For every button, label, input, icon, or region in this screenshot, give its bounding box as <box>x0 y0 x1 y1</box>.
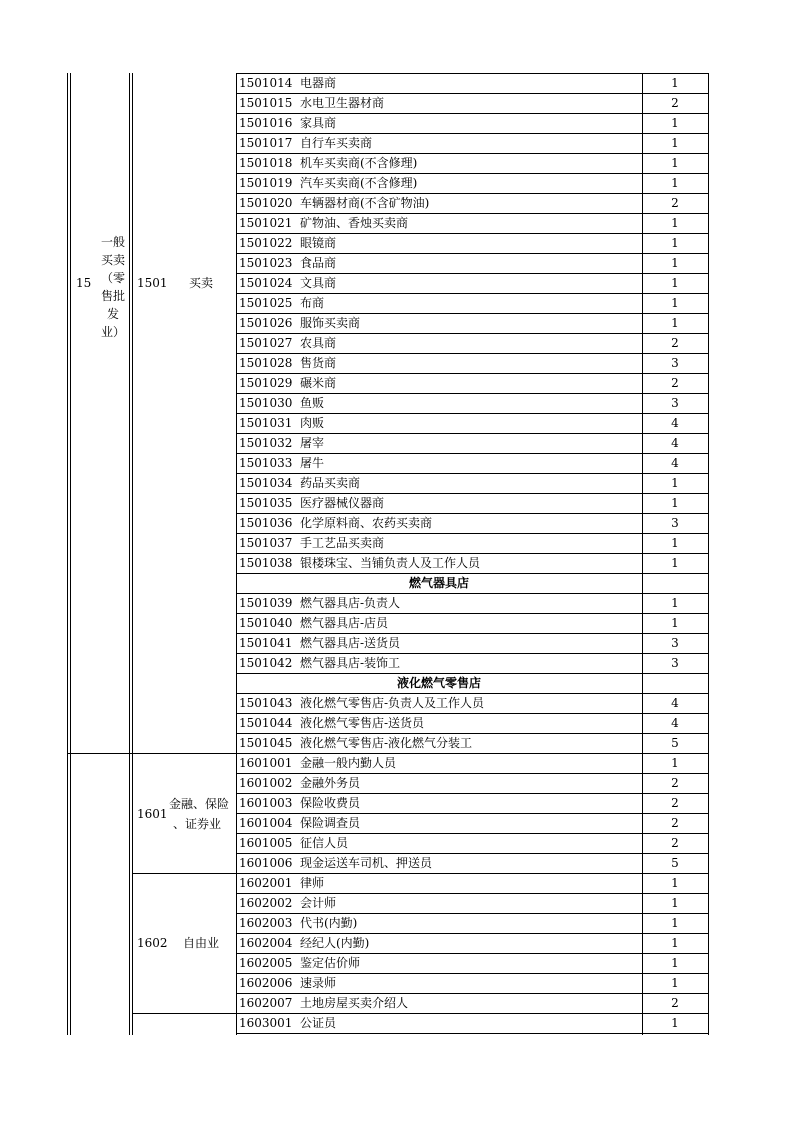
occupation-level: 1 <box>671 176 679 190</box>
table-row <box>236 253 708 273</box>
occupation-level: 1 <box>671 116 679 130</box>
occupation-level: 2 <box>671 776 679 790</box>
table-row <box>236 533 708 553</box>
group-15-category-line: 一般 <box>100 235 125 249</box>
occupation-code: 1501045 <box>239 736 293 750</box>
occupation-name: 土地房屋买卖介绍人 <box>300 996 409 1010</box>
occupation-level: 1 <box>671 316 679 330</box>
occupation-name: 金融一般内勤人员 <box>300 756 397 770</box>
table-row <box>236 73 708 93</box>
table-row <box>236 493 708 513</box>
occupation-name: 矿物油、香烛买卖商 <box>300 216 409 230</box>
occupation-code: 1501037 <box>239 536 293 550</box>
occupation-name: 保险调查员 <box>300 816 361 830</box>
occupation-code: 1501036 <box>239 516 293 530</box>
occupation-code: 1602006 <box>239 976 293 990</box>
occupation-code: 1601005 <box>239 836 293 850</box>
table-row <box>236 513 708 533</box>
occupation-name: 农具商 <box>300 336 337 350</box>
occupation-code: 1601003 <box>239 796 293 810</box>
occupation-name: 会计师 <box>300 896 337 910</box>
table-row <box>236 853 708 873</box>
occupation-name: 汽车买卖商(不含修理) <box>300 176 418 190</box>
table-row <box>236 973 708 993</box>
occupation-code: 1501043 <box>239 696 293 710</box>
occupation-level: 1 <box>671 956 679 970</box>
occupation-level: 3 <box>671 516 679 530</box>
occupation-code: 1602005 <box>239 956 293 970</box>
occupation-level: 2 <box>671 196 679 210</box>
table-row <box>236 133 708 153</box>
occupation-level: 4 <box>671 416 679 430</box>
table-row <box>236 753 708 773</box>
occupation-level: 3 <box>671 356 679 370</box>
occupation-level: 4 <box>671 696 679 710</box>
occupation-name: 眼镜商 <box>300 236 337 250</box>
occupation-code: 1501034 <box>239 476 293 490</box>
occupation-name: 鱼贩 <box>300 396 325 410</box>
table-row <box>236 93 708 113</box>
occupation-level: 1 <box>671 236 679 250</box>
occupation-code: 1602002 <box>239 896 293 910</box>
table-row <box>236 213 708 233</box>
table-row <box>236 453 708 473</box>
occupation-level: 4 <box>671 716 679 730</box>
table-row <box>236 593 708 613</box>
occupation-code: 1601001 <box>239 756 293 770</box>
table-row <box>236 553 708 573</box>
table-row <box>236 913 708 933</box>
occupation-level: 1 <box>671 476 679 490</box>
occupation-level: 1 <box>671 256 679 270</box>
occupation-name: 燃气器具店-装饰工 <box>300 656 401 670</box>
subgroup-divider-1602-1603 <box>132 1013 236 1014</box>
occupation-level: 1 <box>671 616 679 630</box>
occupation-level: 1 <box>671 896 679 910</box>
occupation-level: 1 <box>671 916 679 930</box>
table-row <box>236 613 708 633</box>
occupation-name: 碾米商 <box>300 376 337 390</box>
table-row <box>236 273 708 293</box>
table-row <box>236 773 708 793</box>
occupation-name: 自行车买卖商 <box>300 136 373 150</box>
occupation-level: 1 <box>671 276 679 290</box>
occupation-level: 1 <box>671 936 679 950</box>
occupation-code: 1602004 <box>239 936 293 950</box>
occupation-code: 1501022 <box>239 236 293 250</box>
occupation-name: 食品商 <box>300 256 337 270</box>
table-row <box>236 633 708 653</box>
table-row <box>236 333 708 353</box>
table-row <box>236 473 708 493</box>
table-row <box>236 313 708 333</box>
occupation-name: 征信人员 <box>300 836 349 850</box>
occupation-level: 3 <box>671 656 679 670</box>
occupation-code: 1501028 <box>239 356 293 370</box>
occupation-name: 屠牛 <box>300 456 325 470</box>
occupation-name: 化学原料商、农药买卖商 <box>300 516 433 530</box>
section-header-title: 燃气器具店 <box>408 576 469 590</box>
occupation-level: 1 <box>671 216 679 230</box>
occupation-level: 2 <box>671 816 679 830</box>
group-15-category <box>95 233 131 341</box>
group-divider-15-16 <box>67 753 236 754</box>
occupation-code: 1501029 <box>239 376 293 390</box>
occupation-code: 1601004 <box>239 816 293 830</box>
occupation-level: 5 <box>671 736 679 750</box>
occupation-code: 1501030 <box>239 396 293 410</box>
table-row <box>236 993 708 1013</box>
table-row <box>236 873 708 893</box>
table-row <box>236 653 708 673</box>
occupation-name: 公证员 <box>300 1016 337 1030</box>
occupation-name: 屠宰 <box>300 436 325 450</box>
occupation-name: 电器商 <box>300 76 337 90</box>
subgroup-1601-name-line2: 、证券业 <box>173 817 222 831</box>
occupation-level: 1 <box>671 156 679 170</box>
occupation-level: 1 <box>671 296 679 310</box>
occupation-name: 车辆器材商(不含矿物油) <box>300 196 430 210</box>
occupation-level: 1 <box>671 756 679 770</box>
table-row <box>236 693 708 713</box>
occupation-name: 水电卫生器材商 <box>300 96 385 110</box>
occupation-code: 1501014 <box>239 76 293 90</box>
table-row <box>236 793 708 813</box>
occupation-name: 保险收费员 <box>300 796 361 810</box>
table-row <box>236 393 708 413</box>
table-row <box>236 433 708 453</box>
table-row <box>236 713 708 733</box>
occupation-name: 服饰买卖商 <box>300 316 361 330</box>
group-15-category-line: 售批 <box>100 289 125 303</box>
occupation-level: 1 <box>671 596 679 610</box>
group-15-category-line: 买卖 <box>100 253 125 267</box>
occupation-level: 1 <box>671 496 679 510</box>
table-row <box>236 353 708 373</box>
table-row <box>236 953 708 973</box>
occupation-level: 1 <box>671 76 679 90</box>
occupation-name: 律师 <box>300 876 325 890</box>
table-row <box>236 833 708 853</box>
occupation-level: 3 <box>671 636 679 650</box>
occupation-level: 2 <box>671 336 679 350</box>
table-row <box>236 413 708 433</box>
table-row <box>236 813 708 833</box>
subgroup-1601-name-line1: 金融、保险 <box>169 797 230 811</box>
occupation-code: 1501033 <box>239 456 293 470</box>
occupation-level: 2 <box>671 376 679 390</box>
table-border-right <box>708 73 709 1035</box>
border-cat-outer <box>129 73 130 1035</box>
occupation-name: 燃气器具店-负责人 <box>300 596 401 610</box>
occupation-level: 1 <box>671 536 679 550</box>
occupation-code: 1602007 <box>239 996 293 1010</box>
occupation-code: 1501026 <box>239 316 293 330</box>
occupation-code: 1501024 <box>239 276 293 290</box>
border-cat-inner <box>132 73 133 1035</box>
occupation-code: 1501020 <box>239 196 293 210</box>
occupation-name: 医疗器械仪器商 <box>300 496 385 510</box>
occupation-code: 1602001 <box>239 876 293 890</box>
occupation-name: 鉴定估价师 <box>300 956 361 970</box>
occupation-code: 1601002 <box>239 776 293 790</box>
occupation-code: 1501021 <box>239 216 293 230</box>
border-left-outer <box>67 73 68 1035</box>
subgroup-1501-name: 买卖 <box>189 276 214 290</box>
occupation-name: 文具商 <box>300 276 337 290</box>
occupation-level: 5 <box>671 856 679 870</box>
occupation-code: 1501031 <box>239 416 293 430</box>
table-row <box>236 173 708 193</box>
occupation-name: 银楼珠宝、当铺负责人及工作人员 <box>300 556 481 570</box>
occupation-level: 1 <box>671 876 679 890</box>
table-row <box>236 193 708 213</box>
occupation-name: 液化燃气零售店-液化燃气分装工 <box>300 736 473 750</box>
occupation-code: 1501015 <box>239 96 293 110</box>
occupation-name: 液化燃气零售店-送货员 <box>300 716 425 730</box>
occupation-code: 1602003 <box>239 916 293 930</box>
occupation-name: 药品买卖商 <box>300 476 361 490</box>
occupation-code: 1603001 <box>239 1016 293 1030</box>
occupation-code: 1501042 <box>239 656 293 670</box>
table-row <box>236 113 708 133</box>
occupation-name: 燃气器具店-送货员 <box>300 636 401 650</box>
occupation-name: 液化燃气零售店-负责人及工作人员 <box>300 696 485 710</box>
subgroup-1601-code: 1601 <box>137 807 168 821</box>
subgroup-1602-code: 1602 <box>137 936 168 950</box>
occupation-code: 1501023 <box>239 256 293 270</box>
subgroup-1602-name: 自由业 <box>183 936 220 950</box>
table-row <box>236 373 708 393</box>
occupation-name: 肉贩 <box>300 416 325 430</box>
occupation-code: 1501040 <box>239 616 293 630</box>
occupation-name: 代书(内勤) <box>300 916 358 930</box>
occupation-code: 1501041 <box>239 636 293 650</box>
occupation-name: 手工艺品买卖商 <box>300 536 385 550</box>
table-row <box>236 1013 708 1033</box>
subgroup-1501-code: 1501 <box>137 276 168 290</box>
occupation-name: 家具商 <box>300 116 337 130</box>
occupation-name: 经纪人(内勤) <box>300 936 370 950</box>
table-row <box>236 293 708 313</box>
row-divider <box>236 1033 709 1034</box>
occupation-name: 燃气器具店-店员 <box>300 616 389 630</box>
occupation-level: 1 <box>671 976 679 990</box>
occupation-level: 1 <box>671 556 679 570</box>
occupation-level: 2 <box>671 996 679 1010</box>
occupation-level: 4 <box>671 456 679 470</box>
table-row <box>236 933 708 953</box>
occupation-code: 1501027 <box>239 336 293 350</box>
occupation-level: 4 <box>671 436 679 450</box>
occupation-code: 1501032 <box>239 436 293 450</box>
occupation-code: 1501018 <box>239 156 293 170</box>
section-header-row <box>236 573 708 593</box>
occupation-level: 3 <box>671 396 679 410</box>
occupation-level: 2 <box>671 96 679 110</box>
occupation-code: 1501039 <box>239 596 293 610</box>
section-header-row <box>236 673 708 693</box>
occupation-code: 1601006 <box>239 856 293 870</box>
occupation-code: 1501016 <box>239 116 293 130</box>
subgroup-divider-1601-1602 <box>132 873 236 874</box>
group-15-category-line: 发 <box>106 307 119 321</box>
occupation-level: 1 <box>671 1016 679 1030</box>
border-left-inner <box>70 73 71 1035</box>
occupation-name: 机车买卖商(不含修理) <box>300 156 418 170</box>
occupation-name: 金融外务员 <box>300 776 361 790</box>
occupation-name: 售货商 <box>300 356 337 370</box>
occupation-code: 1501035 <box>239 496 293 510</box>
table-row <box>236 733 708 753</box>
group-15-number: 15 <box>76 276 92 290</box>
occupation-code: 1501017 <box>239 136 293 150</box>
occupation-name: 布商 <box>300 296 325 310</box>
group-15-category-line: 业） <box>100 325 125 339</box>
occupation-name: 速录师 <box>300 976 337 990</box>
occupation-code: 1501044 <box>239 716 293 730</box>
occupation-code: 1501019 <box>239 176 293 190</box>
occupation-code: 1501038 <box>239 556 293 570</box>
table-row <box>236 153 708 173</box>
section-header-title: 液化燃气零售店 <box>396 676 481 690</box>
occupation-level: 2 <box>671 836 679 850</box>
group-15-category-line: （零 <box>100 271 125 285</box>
table-row <box>236 233 708 253</box>
table-row <box>236 893 708 913</box>
occupation-level: 1 <box>671 136 679 150</box>
occupation-name: 现金运送车司机、押送员 <box>300 856 433 870</box>
occupation-code: 1501025 <box>239 296 293 310</box>
occupation-level: 2 <box>671 796 679 810</box>
